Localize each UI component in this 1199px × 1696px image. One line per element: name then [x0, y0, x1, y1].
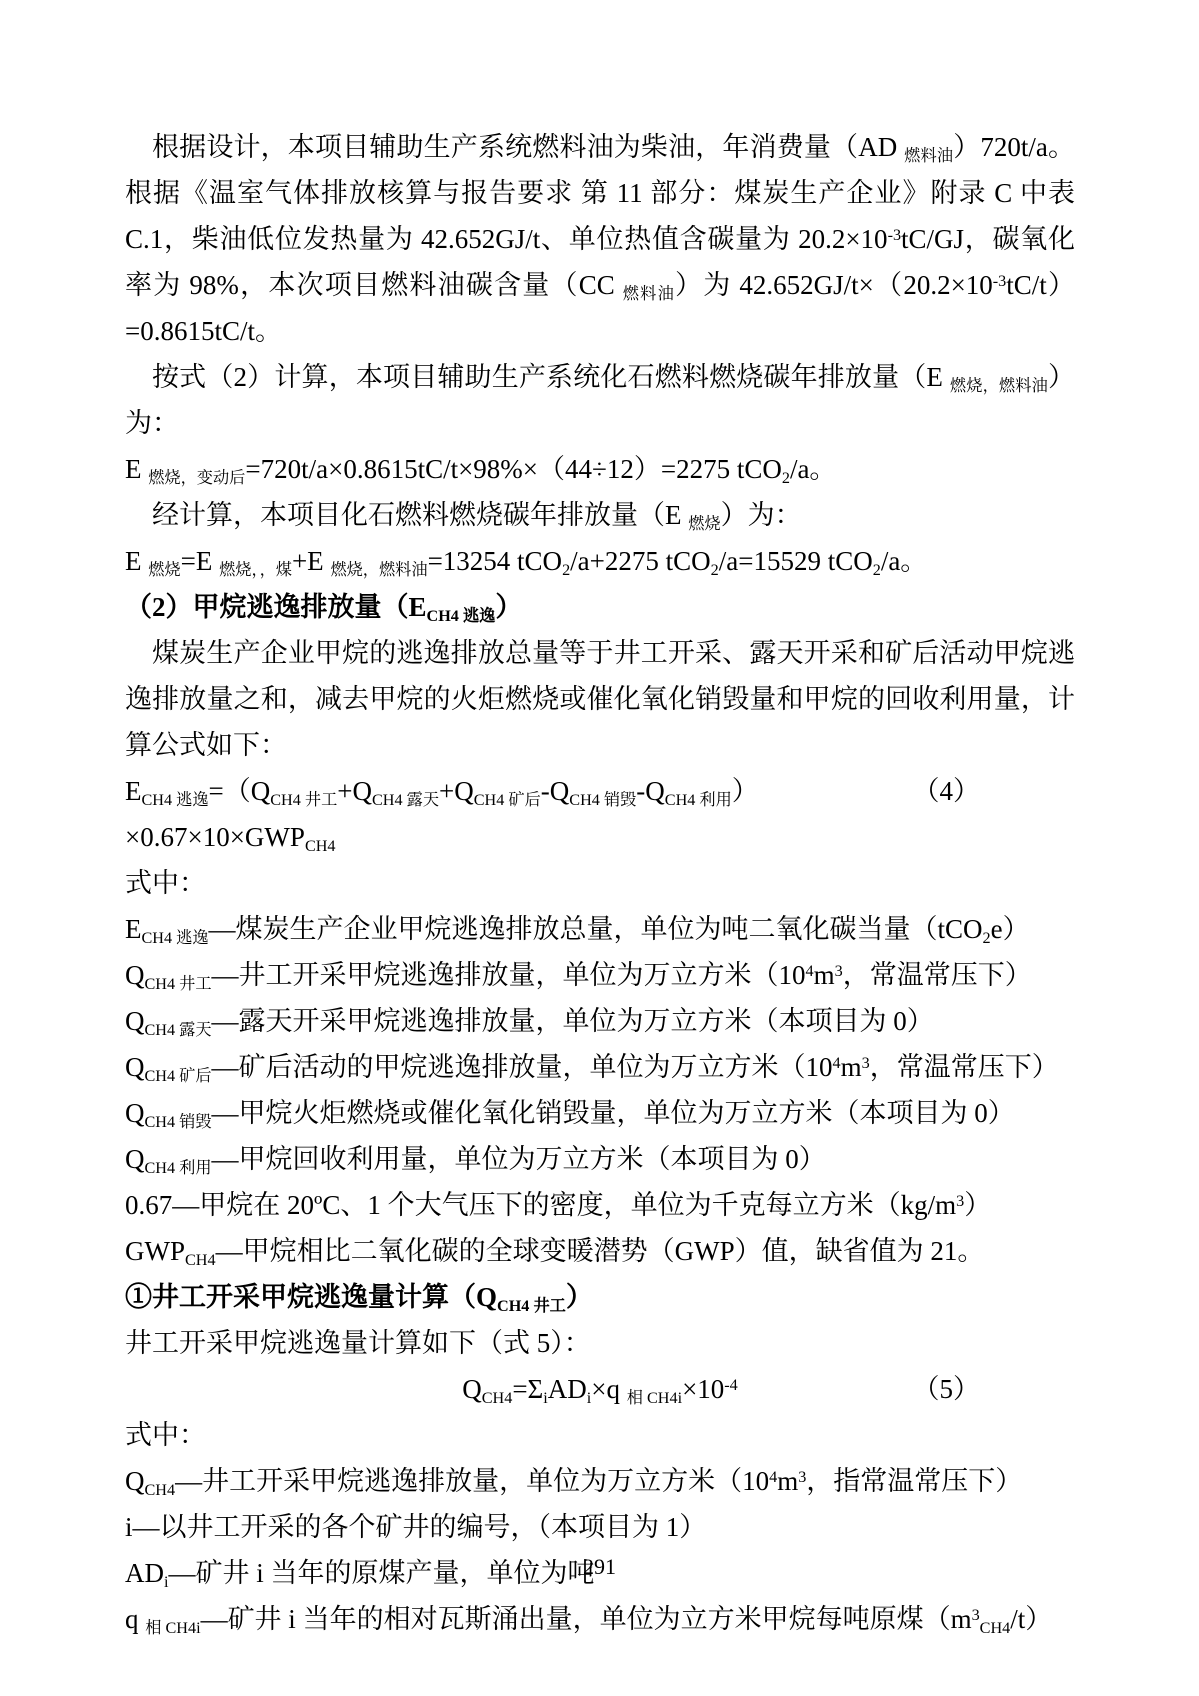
definition-q-relative-ch4i: q $_{相 CH4i}$—矿井 i 当年的相对瓦斯涌出量，单位为立方米甲烷每吨原煤$(m^3_{CH4}/t)$: [125, 1604, 1053, 1637]
definition-q-ch4-destroyed: $Q_{CH4 销毁}—$甲烷火炬燃烧或催化氧化销毁量，单位为万立方米（本项目为 0）: [125, 1098, 1015, 1131]
definition-ad-i: $AD_i—$矿井 i 当年的原煤产量，单位为吨: [125, 1558, 595, 1591]
definition-q-ch4-openpit: $Q_{CH4 露天}—$露天开采甲烷逃逸排放量，单位为万立方米（本项目为 0）: [125, 1006, 934, 1039]
definition-gwp-ch4: $GWP_{CH4}—$甲烷相比二氧化碳的全球变暖潜势（GWP）值，缺省值为 21。: [125, 1236, 985, 1269]
equation-4-row: [125, 768, 1075, 860]
definition-mine-index-i: i—以井工开采的各个矿井的编号，（本项目为 1）: [125, 1512, 707, 1542]
formula-e-burn-total: E $_{燃烧}$=E $_{燃烧,,煤}$+E $_{燃烧,燃料油}$=13254 tCO$_2$/a+2275 tCO$_2$/a=15529 tCO$_2$/a。: [125, 546, 928, 579]
heading-methane-fugitive-emissions: （2）甲烷逃逸排放量$(E_{CH4 逃逸})$: [125, 592, 523, 625]
paragraph-methane-total-description: 煤炭生产企业甲烷的逃逸排放总量等于井工开采、露天开采和矿后活动甲烷逃逸排放量之和，减去甲烷的火炬燃烧或催化氧化销毁量和甲烷的回收利用量，计算公式如下：: [125, 638, 1075, 760]
definition-q-ch4-postmining: $Q_{CH4 矿后}—$矿后活动的甲烷逃逸排放量，单位为万立方米（$10^4m^3$，常温常压下）: [125, 1052, 1059, 1085]
definition-q-ch4: $Q_{CH4}—$井工开采甲烷逃逸排放量，单位为万立方米（$10^4m^3$，指常温常压下）: [125, 1466, 1023, 1499]
page-number: 291: [583, 1554, 616, 1579]
label-where-2: 式中：: [125, 1420, 206, 1450]
heading-underground-mining-calculation: ①井工开采甲烷逃逸量计算$(Q_{CH4 井工})$: [125, 1282, 593, 1315]
equation-4-body: $E_{CH4 逃逸}=(Q_{CH4 井工}+Q_{CH4 露天}+Q_{CH4 矿后}-Q_{CH4 销毁}-Q_{CH4 利用})\times 0.67\times 10\times GWP_{CH4}$: [125, 776, 759, 855]
paragraph-formula5-intro: 井工开采甲烷逃逸量计算如下（式 5）：: [125, 1328, 591, 1358]
label-where-1: 式中：: [125, 868, 206, 898]
page-content: [125, 124, 1075, 1642]
equation-5-body: $Q_{CH4}=\Sigma_iAD_i\times q$ $_{相 CH4i}\times 10^{-4}$: [462, 1374, 738, 1407]
paragraph-fuel-oil-intro: 根据设计，本项目辅助生产系统燃料油为柴油，年消费量（AD $_{燃料油}$）720t/a。根据《温室气体排放核算与报告要求 第 11 部分：煤炭生产企业》附录 C 中表 C.1，柴油低位发热量为 42.652GJ/t、单位热值含碳量为 $20.2\times 10^{-3}tC/GJ$，碳氧化率为 98%，本次项目燃料油碳含量（CC $_{燃料油}$）为 $42.652GJ/t\times(20.2\times 10^{-3}tC/t)=0.8615tC/t$。: [125, 132, 1076, 346]
paragraph-e-burn-total-intro: 经计算，本项目化石燃料燃烧碳年排放量（E $_{燃烧}$）为：: [152, 500, 802, 533]
equation-4-number: （4）: [912, 776, 980, 806]
paragraph-formula2-intro: 按式（2）计算，本项目辅助生产系统化石燃料燃烧碳年排放量（E $_{燃烧,燃料油}$）为：: [125, 362, 1076, 438]
equation-5-row: [125, 1366, 1075, 1412]
definition-e-ch4-escape: $E_{CH4 逃逸}—$煤炭生产企业甲烷逃逸排放总量，单位为吨二氧化碳当量（tCO$_2$e）: [125, 914, 1030, 947]
definition-q-ch4-recovered: $Q_{CH4 利用}—$甲烷回收利用量，单位为万立方米（本项目为 0）: [125, 1144, 826, 1177]
formula-e-burn-changed: E $_{燃烧,变动后}$=720t/a×0.8615tC/t×98%×（44÷12）=2275 tCO$_2$/a。: [125, 454, 837, 487]
definition-density-067: 0.67—甲烷在 20ºC、1 个大气压下的密度，单位为千克每立方米$(kg/m^3)$: [125, 1190, 992, 1220]
definition-q-ch4-underground: $Q_{CH4 井工}—$井工开采甲烷逃逸排放量，单位为万立方米（$10^4m^3$，常温常压下）: [125, 960, 1032, 993]
equation-5-number: （5）: [912, 1374, 980, 1404]
